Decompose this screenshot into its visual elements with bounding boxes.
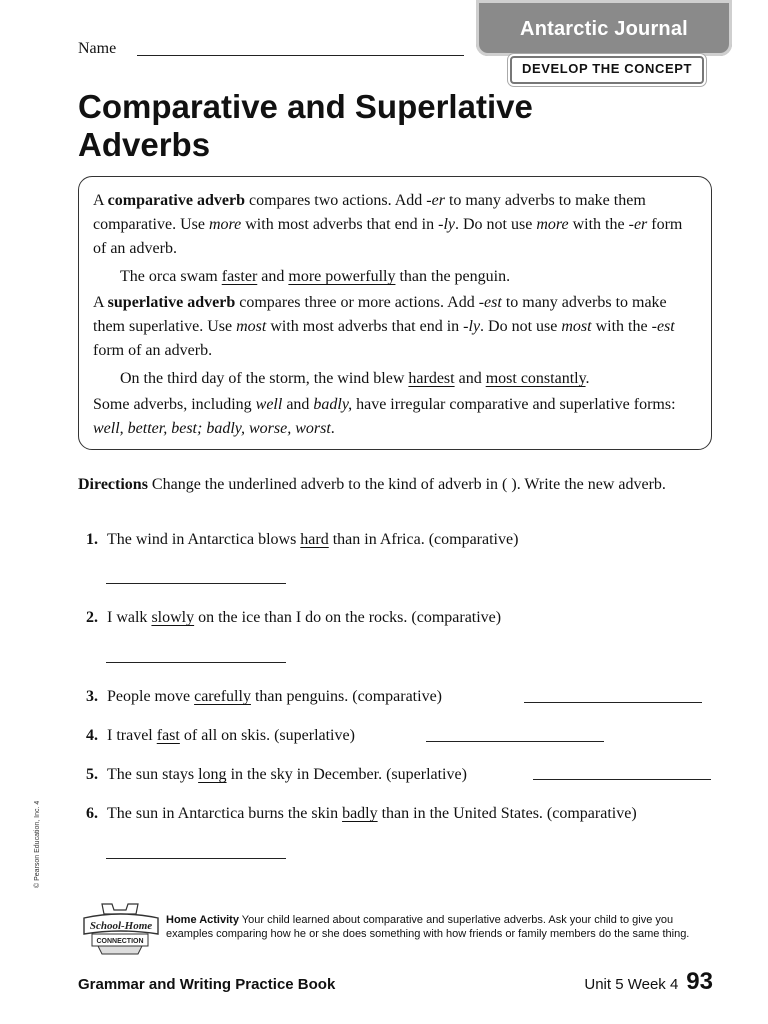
text: compares two actions. Add — [244, 192, 427, 209]
underlined-adverb: long — [198, 766, 227, 783]
text: The orca swam — [120, 268, 222, 285]
item-number: 3. — [86, 688, 98, 705]
term-comparative-adverb: comparative adverb — [107, 192, 245, 209]
underlined-adverb: carefully — [194, 688, 251, 705]
answer-line-6[interactable] — [106, 858, 286, 859]
text: . Do not use — [480, 318, 562, 335]
exercise-item-1 — [86, 529, 518, 551]
word-most: most — [561, 318, 592, 335]
word-more: more — [208, 216, 242, 233]
underlined-adverb: more powerfully — [288, 268, 396, 285]
term-superlative-adverb: superlative adverb — [107, 294, 236, 311]
text: . — [330, 420, 335, 437]
text: . — [585, 370, 590, 387]
title-line-1: Comparative and Superlative — [78, 88, 533, 125]
directions-text: Change the underlined adverb to the kind of adverb in ( ). Write the new adverb. — [147, 476, 666, 493]
underlined-adverb: hardest — [408, 370, 455, 387]
comparative-rule — [93, 189, 697, 261]
text: form of an adverb. — [93, 216, 683, 257]
unit-week-label: Unit 5 Week 4 — [584, 976, 679, 993]
item-number: 5. — [86, 766, 98, 783]
copyright-notice: © Pearson Education, Inc. 4 — [34, 800, 41, 888]
text: have irregular comparative and superlative forms: — [352, 396, 676, 413]
text: Some adverbs, including — [93, 396, 256, 413]
answer-line-2[interactable] — [106, 662, 286, 663]
superlative-rule — [93, 291, 697, 363]
text: on the ice than I do on the rocks. (comparative) — [194, 609, 502, 626]
text: to many adverbs to make them superlative. Use — [93, 294, 667, 335]
home-activity-text: Your child learned about comparative and superlative adverbs. Ask your child to give you examples comparing how he or she does something with how friends or family members do the same thing. — [166, 914, 690, 940]
suffix-ly: -ly — [438, 216, 455, 233]
answer-line-4[interactable] — [426, 741, 604, 742]
concept-label: DEVELOP THE CONCEPT — [521, 61, 693, 76]
underlined-adverb: most constantly — [485, 370, 586, 387]
exercise-item-4 — [86, 725, 355, 747]
text: The sun stays — [107, 766, 199, 783]
concept-badge — [510, 56, 704, 84]
text: than penguins. (comparative) — [250, 688, 442, 705]
exercise-item-6 — [86, 803, 637, 825]
directions-label: Directions — [78, 476, 148, 493]
suffix-ly: -ly — [463, 318, 481, 335]
superlative-example — [93, 367, 697, 391]
text: with the — [591, 318, 652, 335]
text: People move — [107, 688, 195, 705]
underlined-adverb: faster — [221, 268, 258, 285]
irregular-rule — [93, 393, 697, 441]
text: with the — [568, 216, 629, 233]
text: of all on skis. (superlative) — [179, 727, 355, 744]
underlined-adverb: hard — [300, 531, 329, 548]
item-number: 1. — [86, 531, 98, 548]
comparative-example — [93, 265, 697, 289]
exercise-item-3 — [86, 686, 442, 708]
answer-line-5[interactable] — [533, 779, 711, 780]
home-activity-note — [166, 913, 714, 941]
item-number: 2. — [86, 609, 98, 626]
text: with most adverbs that end in — [241, 216, 439, 233]
word-badly: badly, — [313, 396, 353, 413]
exercise-item-2 — [86, 607, 501, 629]
text: I walk — [107, 609, 152, 626]
logo-text-line-1: School-Home — [89, 920, 153, 932]
page-title — [78, 88, 533, 164]
name-label: Name — [78, 40, 117, 57]
text: compares three or more actions. Add — [235, 294, 479, 311]
item-number: 6. — [86, 805, 98, 822]
name-input-line[interactable] — [137, 55, 464, 56]
page-locator — [584, 968, 713, 996]
logo-base-shape — [98, 946, 142, 954]
book-title: Grammar and Writing Practice Book — [78, 976, 336, 993]
underlined-adverb: slowly — [151, 609, 195, 626]
underlined-adverb: badly — [342, 805, 378, 822]
text: and — [282, 396, 314, 413]
text: The sun in Antarctica burns the skin — [107, 805, 343, 822]
page-number: 93 — [686, 968, 713, 995]
home-activity-label: Home Activity — [166, 914, 239, 926]
suffix-er: -er — [628, 216, 648, 233]
irregular-forms: well, better, best; badly, worse, worst — [93, 420, 331, 437]
text: with most adverbs that end in — [266, 318, 464, 335]
logo-text-line-2: CONNECTION — [96, 938, 144, 945]
text: and — [257, 268, 289, 285]
directions — [78, 473, 718, 497]
section-tab — [476, 0, 732, 56]
text: in the sky in December. (superlative) — [226, 766, 467, 783]
text: A — [93, 294, 108, 311]
title-line-2: Adverbs — [78, 126, 211, 163]
word-most: most — [236, 318, 267, 335]
school-home-connection-logo — [78, 900, 162, 956]
suffix-est: -est — [478, 294, 502, 311]
answer-line-3[interactable] — [524, 702, 702, 703]
suffix-er: -er — [426, 192, 445, 209]
text: than in the United States. (comparative) — [377, 805, 637, 822]
word-well: well — [255, 396, 283, 413]
tab-title: Antarctic Journal — [520, 18, 688, 40]
exercise-item-5 — [86, 764, 467, 786]
item-number: 4. — [86, 727, 98, 744]
text: to many adverbs to make them comparative. Use — [93, 192, 646, 233]
text: A — [93, 192, 108, 209]
rule-box — [78, 176, 712, 450]
text: I travel — [107, 727, 157, 744]
text: On the third day of the storm, the wind blew — [120, 370, 409, 387]
text: The wind in Antarctica blows — [107, 531, 301, 548]
logo-roof-shape — [102, 904, 138, 914]
text: than the penguin. — [395, 268, 511, 285]
text: than in Africa. (comparative) — [328, 531, 519, 548]
answer-line-1[interactable] — [106, 583, 286, 584]
word-more: more — [536, 216, 569, 233]
text: form of an adverb. — [93, 342, 213, 359]
text: . Do not use — [454, 216, 537, 233]
underlined-adverb: fast — [156, 727, 180, 744]
suffix-est: -est — [651, 318, 675, 335]
text: and — [454, 370, 486, 387]
